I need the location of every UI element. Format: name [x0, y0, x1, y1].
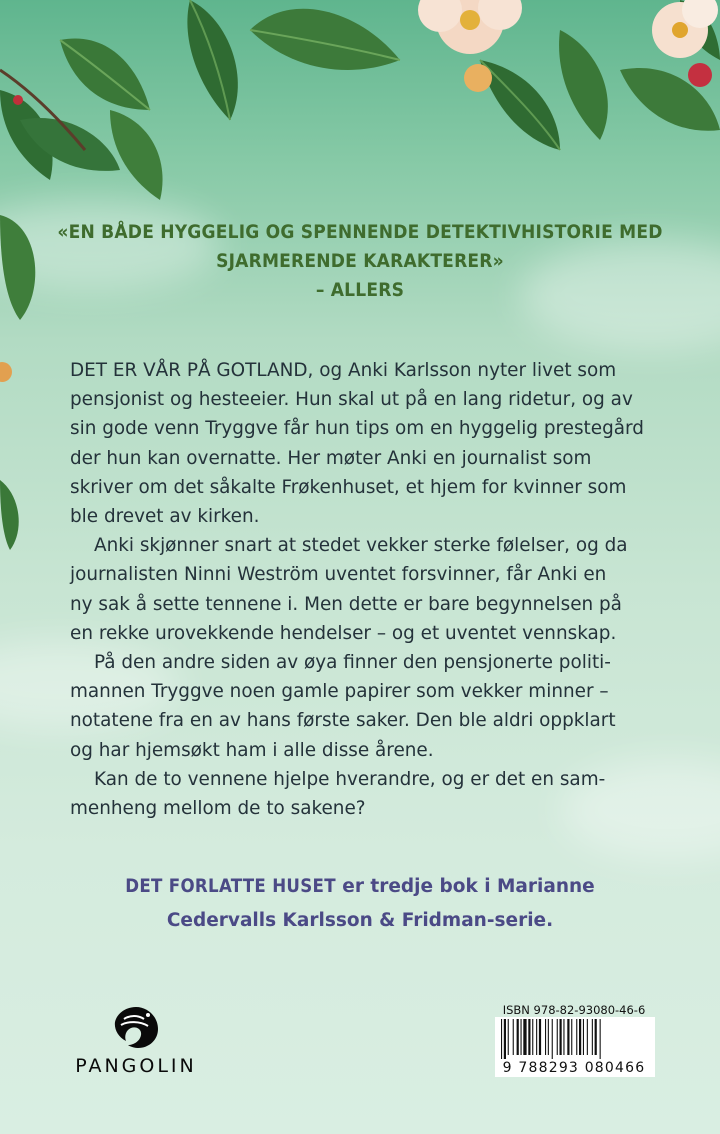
- barcode-bar: [517, 1019, 519, 1055]
- text-line: Anki skjønner snart at stedet vekker sterke følelser, og da: [94, 535, 628, 557]
- text-line: journalisten Ninni Weström uventet forsvinner, får Anki en: [70, 564, 607, 586]
- series-line: [40, 870, 680, 904]
- text-line: en rekke urovekkende hendelser – og et uventet vennskap.: [70, 622, 617, 644]
- text-line: pensjonist og hesteeier. Hun skal ut på en lang ridetur, og av: [70, 389, 633, 411]
- barcode-bar: [571, 1019, 572, 1055]
- series-info: [40, 870, 680, 938]
- quote-line: SJARMERENDE KARAKTERER»: [216, 250, 504, 272]
- barcode-bar: [560, 1019, 562, 1055]
- leaf-icon: [110, 110, 163, 200]
- barcode-digits: 9 788293 080466: [502, 1060, 646, 1076]
- barcode-bar: [552, 1019, 553, 1059]
- series-text: er tredje bok i Marianne: [335, 876, 595, 897]
- barcode-bar: [576, 1019, 577, 1055]
- barcode-bar: [557, 1019, 558, 1055]
- text-line: På den andre siden av øya finner den pensjonerte politi-: [94, 652, 611, 674]
- leaf-icon: [250, 9, 400, 70]
- quote-attribution: – ALLERS: [315, 279, 405, 301]
- berry-icon: [13, 95, 23, 105]
- barcode-bar: [563, 1019, 564, 1055]
- book-title: DET FORLATTE HUSET: [125, 876, 336, 897]
- barcode-bar: [548, 1019, 549, 1055]
- barcode-bar: [521, 1019, 522, 1055]
- text-line: ble drevet av kirken.: [70, 506, 260, 528]
- text-line: skriver om det såkalte Frøkenhuset, et hjem for kvinner som: [70, 476, 627, 498]
- review-quote: [40, 218, 680, 305]
- pangolin-logo-icon: [112, 1005, 160, 1049]
- barcode-bar: [545, 1019, 546, 1055]
- berry-icon: [688, 63, 712, 87]
- text-line: notatene fra en av hans første saker. Den ble aldri oppklart: [70, 710, 616, 732]
- description-paragraph: [70, 356, 658, 531]
- barcode-bar: [523, 1019, 526, 1055]
- description-paragraph: [70, 648, 658, 765]
- description-paragraph: [70, 531, 658, 648]
- barcode-bar: [532, 1019, 533, 1055]
- barcode-bar: [587, 1019, 588, 1055]
- barcode-bar: [539, 1019, 541, 1055]
- bud-icon: [464, 64, 492, 92]
- bud-icon: [0, 362, 12, 382]
- barcode-bar: [600, 1019, 601, 1059]
- barcode-bar: [595, 1019, 597, 1055]
- publisher-name: PANGOLIN: [75, 1055, 197, 1077]
- leaf-icon: [480, 60, 560, 150]
- book-description: [70, 356, 658, 823]
- text-line: der hun kan overnatte. Her møter Anki en journalist som: [70, 447, 592, 469]
- leaf-icon: [187, 0, 237, 120]
- description-paragraph: [70, 765, 658, 823]
- barcode-bar: [501, 1019, 502, 1059]
- barcode-bar: [504, 1019, 506, 1059]
- publisher-logo: [58, 1005, 214, 1077]
- flower-icon: [418, 0, 522, 54]
- barcode-bar: [583, 1019, 584, 1055]
- text-line: og har hjemsøkt ham i alle disse årene.: [70, 739, 434, 761]
- isbn-number: ISBN 978-82-93080-46-6: [502, 1003, 646, 1017]
- series-line: Cedervalls Karlsson & Fridman-serie.: [166, 910, 554, 931]
- leaf-icon: [60, 38, 150, 110]
- leaf-icon: [559, 30, 608, 140]
- barcode-bar: [508, 1019, 509, 1055]
- barcode-bar: [592, 1019, 593, 1055]
- isbn-barcode: [487, 1003, 661, 1079]
- text-line: ny sak å sette tennene i. Men dette er bare begynnelsen på: [70, 593, 622, 615]
- text-line: sin gode venn Tryggve får hun tips om en hyggelig prestegård: [70, 418, 644, 440]
- leaf-icon: [0, 480, 19, 550]
- barcode-bar: [513, 1019, 514, 1055]
- barcode-bar: [536, 1019, 537, 1055]
- text-line: menheng mellom de to sakene?: [70, 798, 366, 820]
- text-line: Kan de to vennene hjelpe hverandre, og er det en sam-: [94, 768, 606, 790]
- text-line: mannen Tryggve noen gamle papirer som vekker minner –: [70, 681, 609, 703]
- quote-line: «EN BÅDE HYGGELIG OG SPENNENDE DETEKTIVHISTORIE MED: [57, 221, 663, 243]
- text-line: DET ER VÅR PÅ GOTLAND, og Anki Karlsson nyter livet som: [70, 360, 617, 381]
- barcode-icon: [501, 1019, 649, 1059]
- barcode-bar: [528, 1019, 530, 1055]
- barcode-bar: [579, 1019, 581, 1055]
- leaf-icon: [0, 215, 35, 320]
- barcode-bar: [567, 1019, 569, 1055]
